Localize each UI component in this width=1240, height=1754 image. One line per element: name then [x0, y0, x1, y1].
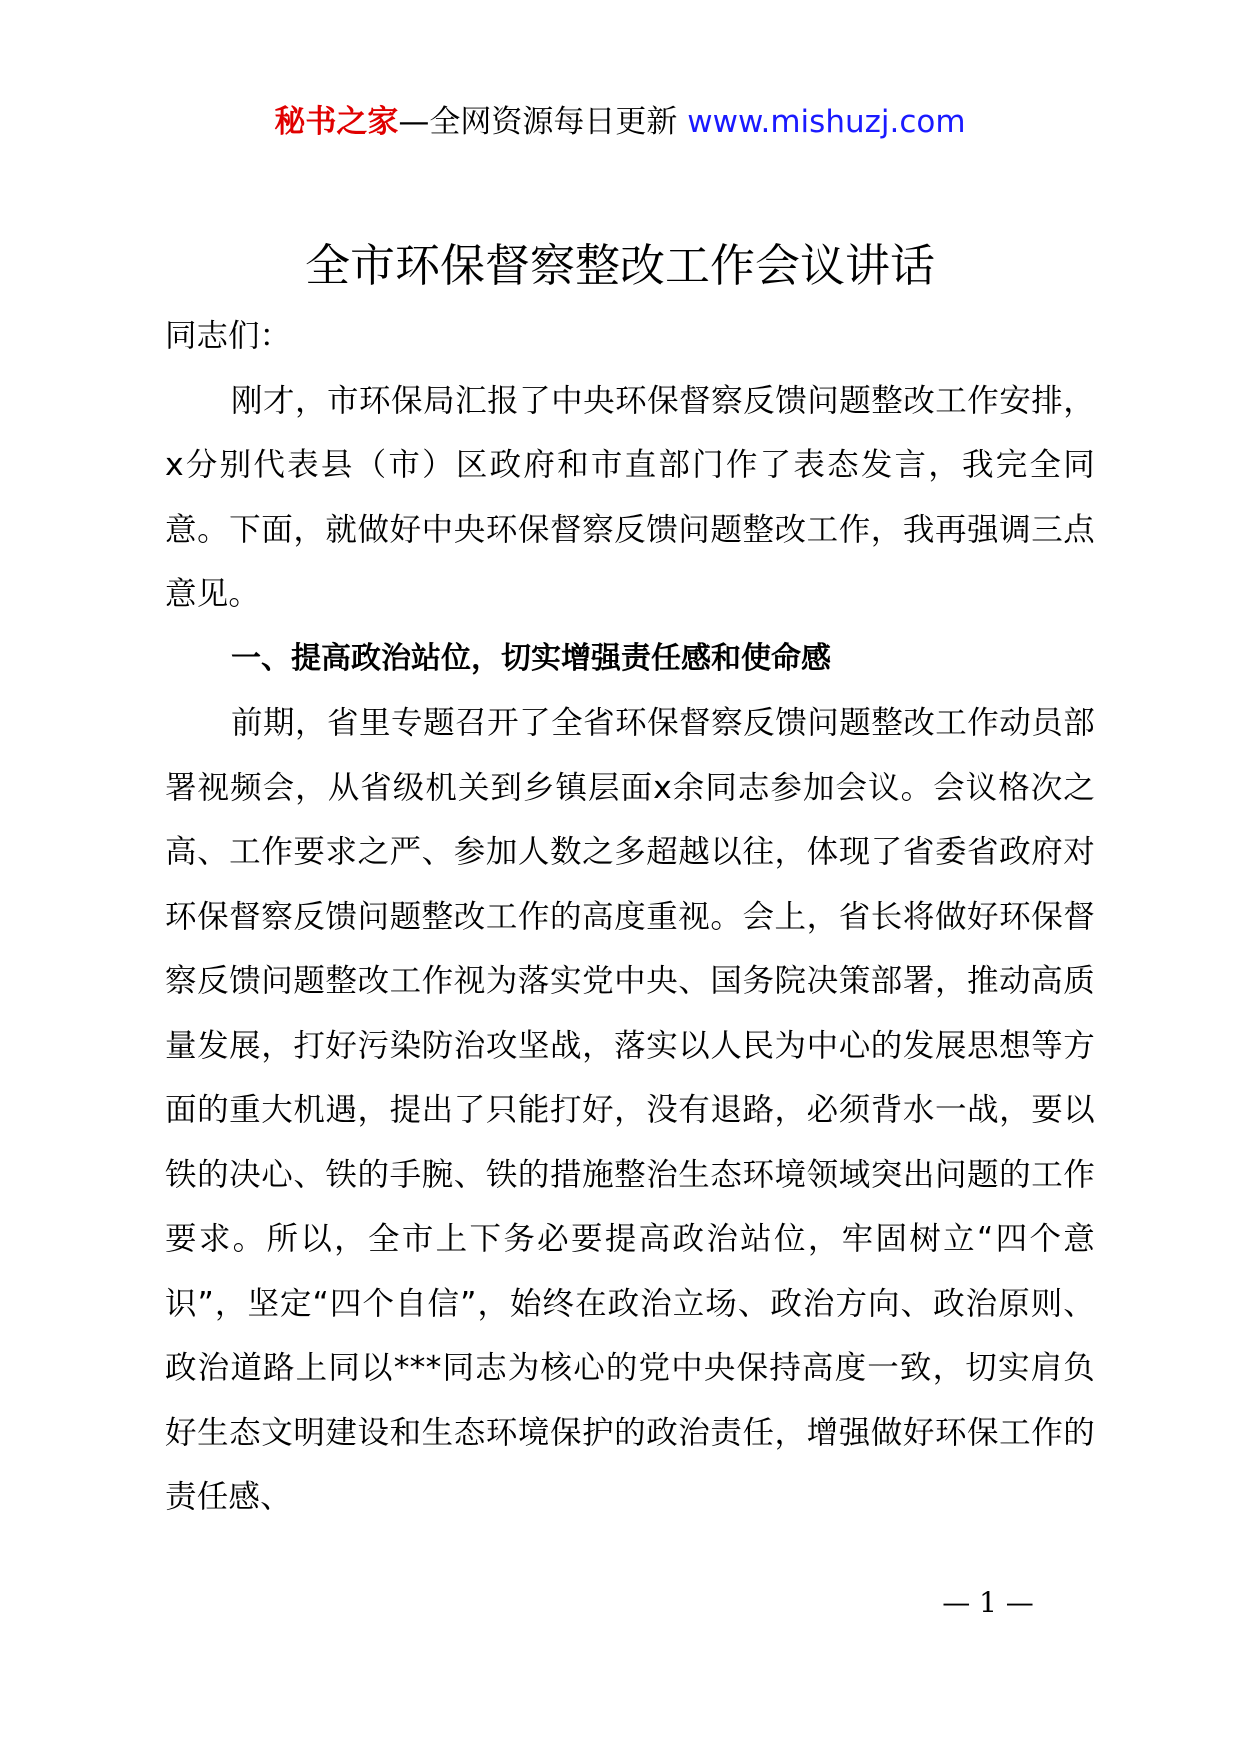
site-url-link[interactable]: www.mishuzj.com: [687, 104, 966, 140]
site-header: [0, 100, 1240, 144]
site-brand: 秘书之家: [274, 104, 399, 140]
document-title: 全市环保督察整改工作会议讲话: [304, 239, 935, 292]
page-number: — 1 —: [942, 1586, 1034, 1619]
paragraph-intro: 刚才，市环保局汇报了中央环保督察反馈问题整改工作安排，x分别代表县（市）区政府和市直部门作了表态发言，我完全同意。下面，就做好中央环保督察反馈问题整改工作，我再强调三点意见。: [165, 382, 1095, 612]
document-body: [165, 304, 1095, 1530]
paragraph-section-1: 前期，省里专题召开了全省环保督察反馈问题整改工作动员部署视频会，从省级机关到乡镇层面x余同志参加会议。会议格次之高、工作要求之严、参加人数之多超越以往，体现了省委省政府对环保督察反馈问题整改工作的高度重视。会上，省长将做好环保督察反馈问题整改工作视为落实党中央、国务院决策部署，推动高质量发展，打好污染防治攻坚战，落实以人民为中心的发展思想等方面的重大机遇，提出了只能打好，没有退路，必须背水一战，要以铁的决心、铁的手腕、铁的措施整治生态环境领域突出问题的工作要求。所以，全市上下务必要提高政治站位，牢固树立“四个意识”，坚定“四个自信”，始终在政治立场、政治方向、政治原则、政治道路上同以***同志为核心的党中央保持高度一致，切实肩负好生态文明建设和生态环境保护的政治责任，增强做好环保工作的责任感、: [165, 705, 1095, 1515]
salutation: 同志们：: [165, 318, 292, 354]
site-tagline: —全网资源每日更新: [398, 104, 688, 140]
section-heading-1: 一、提高政治站位，切实增强责任感和使命感: [231, 640, 831, 676]
